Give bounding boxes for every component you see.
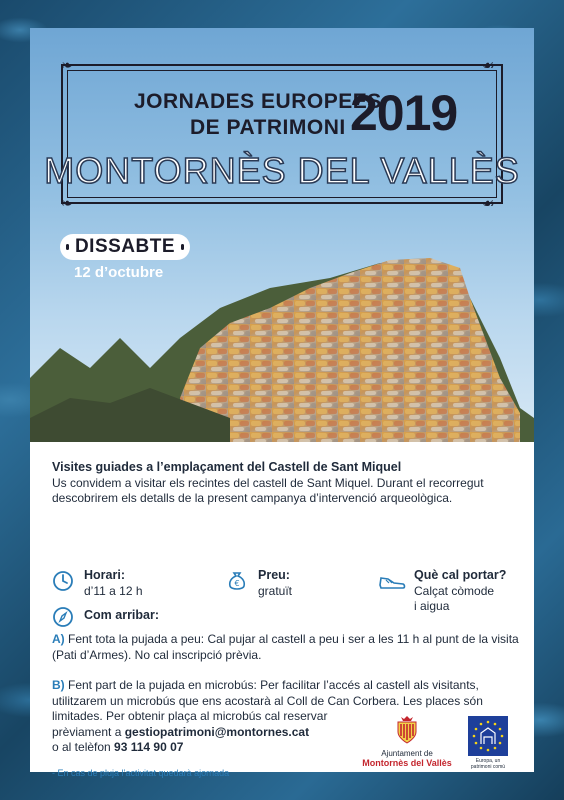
option-a-text: Fent tota la pujada a peu: Cal pujar al castell a peu i ser a les 11 h al punt de la visita (Pati d’Armes). No cal inscripció prèvia. bbox=[52, 632, 519, 662]
horari-label: Horari: bbox=[84, 568, 125, 582]
town-title: MONTORNÈS DEL VALLÈS bbox=[44, 150, 520, 191]
preu-label: Preu: bbox=[258, 568, 290, 582]
ornament-icon: ❧ bbox=[61, 57, 73, 73]
eu-heritage-logo bbox=[466, 716, 510, 770]
compass-icon bbox=[52, 606, 74, 628]
email-link[interactable]: gestiopatrimoni@montornes.cat bbox=[124, 724, 310, 739]
day-badge bbox=[60, 234, 190, 260]
title-line2: DE PATRIMONI bbox=[190, 116, 346, 139]
portar-value bbox=[414, 584, 494, 614]
portar-label: Què cal portar? bbox=[414, 568, 507, 582]
preu-value: gratuït bbox=[258, 584, 293, 598]
email-prefix: prèviament a bbox=[52, 724, 125, 739]
ornament-icon: ☙ bbox=[482, 57, 495, 73]
eu-flag-icon bbox=[468, 716, 508, 756]
bullet-icon bbox=[66, 244, 69, 250]
title-line1: JORNADES EUROPEES bbox=[134, 90, 382, 113]
money-bag-icon bbox=[226, 570, 248, 592]
event-date: 12 d’octubre bbox=[74, 264, 164, 281]
ajuntament-name: Montornès del Vallès bbox=[362, 757, 452, 768]
bullet-icon bbox=[181, 244, 184, 250]
hero-section bbox=[30, 28, 534, 442]
ajuntament-small-text: Ajuntament de bbox=[381, 748, 433, 758]
portar-value-line2: i aigua bbox=[414, 599, 450, 613]
ajuntament-logo bbox=[362, 716, 452, 768]
arribar-label: Com arribar: bbox=[84, 608, 160, 622]
year-label: 2019 bbox=[350, 85, 458, 141]
directions-a bbox=[52, 632, 522, 663]
phone-prefix: o al telèfon bbox=[52, 740, 115, 754]
svg-text:€: € bbox=[234, 579, 240, 588]
portar-value-line1: Calçat còmode bbox=[414, 584, 495, 598]
option-a-letter: A) bbox=[52, 632, 65, 646]
option-b-letter: B) bbox=[52, 678, 65, 692]
castle-ruins-image bbox=[30, 228, 534, 442]
ornament-icon: ☙ bbox=[482, 195, 495, 211]
rain-note: - En cas de pluja l’activitat quedarà ajornada bbox=[52, 768, 230, 778]
poster-card bbox=[30, 28, 534, 778]
coat-of-arms-icon bbox=[395, 716, 419, 744]
visit-heading: Visites guiades a l’emplaçament del Castell de Sant Miquel bbox=[52, 460, 402, 474]
visit-intro: Us convidem a visitar els recintes del castell de Sant Miquel. Durant el recorregut descobrirem els detalls de la present campanya d’intervenció arqueològica. bbox=[52, 475, 484, 505]
ornament-icon: ❧ bbox=[61, 195, 73, 211]
clock-icon bbox=[52, 570, 74, 592]
content-section bbox=[52, 460, 522, 778]
eu-caption: Europa, un patrimoni comú bbox=[470, 758, 506, 770]
phone-link[interactable]: 93 114 90 07 bbox=[114, 740, 184, 754]
day-label: DISSABTE bbox=[74, 236, 176, 257]
shoe-icon bbox=[378, 570, 406, 592]
eu-stars-icon bbox=[468, 716, 508, 756]
horari-value: d’11 a 12 h bbox=[84, 584, 143, 598]
option-b-text: Fent part de la pujada en microbús: Per facilitar l’accés al castell als visitants, utilitzarem un microbús que ens acostarà al Coll de Can Corbera. Les places són limitades. Per obtenir plaça al microbús cal reservar bbox=[52, 678, 483, 723]
